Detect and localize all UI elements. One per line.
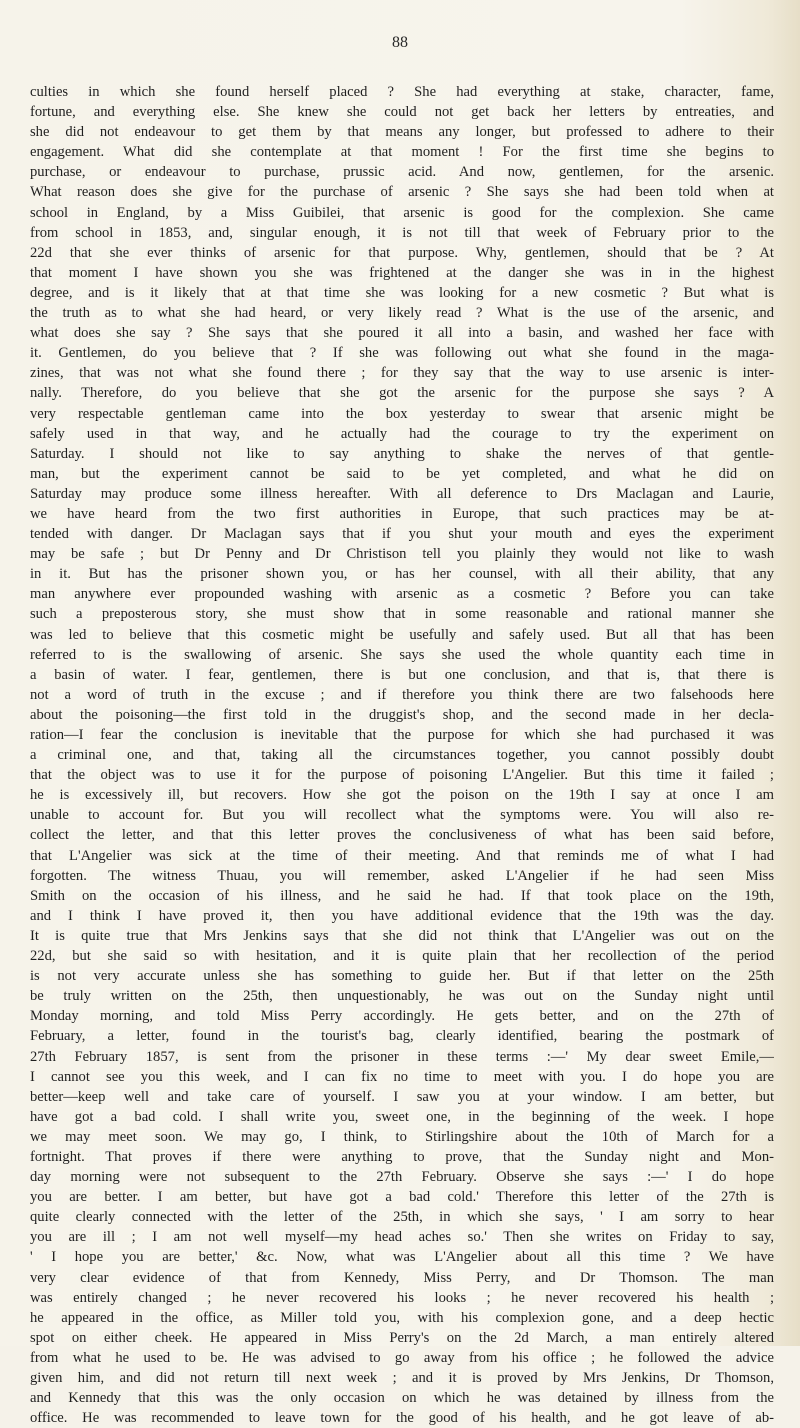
text-line: was led to believe that this cosmetic might be usefully and safely used. But all that has been (30, 626, 774, 643)
text-line: What reason does she give for the purchase of arsenic ? She says she had been told when at (30, 184, 774, 201)
text-line: referred to is the swallowing of arsenic. She says she used the whole quantity each time in (30, 646, 774, 663)
text-line: was entirely changed ; he never recovered his looks ; he never recovered his health ; (30, 1289, 774, 1306)
page-number: 88 (392, 34, 408, 51)
text-line: have got a bad cold. I shall write you, sweet one, in the beginning of the week. I hope (30, 1108, 774, 1125)
text-line: that L'Angelier was sick at the time of their meeting. And that reminds me of what I had (30, 847, 774, 864)
text-line: not a word of truth in the excuse ; and if therefore you think there are two falsehoods here (30, 686, 774, 703)
text-line: degree, and is it likely that at that time she was looking for a new cosmetic ? But what is (30, 284, 774, 301)
text-line: what does she say ? She says that she poured it all into a basin, and washed her face with (30, 325, 774, 342)
text-line: the truth as to what she had heard, or very likely read ? What is the use of the arsenic, and (30, 305, 774, 322)
text-line: man, but the experiment cannot be said to be yet completed, and what he did on (30, 465, 774, 482)
text-line: Saturday. I should not like to say anything to shake the nerves of that gentle- (30, 445, 774, 462)
text-line: Saturday may produce some illness hereafter. With all deference to Drs Maclagan and Laurie, (30, 485, 774, 502)
text-line: he appeared in the office, as Miller told you, with his complexion gone, and a deep hectic (30, 1309, 774, 1326)
text-line: tended with danger. Dr Maclagan says that if you shut your mouth and eyes the experiment (30, 526, 774, 543)
text-line: man anywhere ever propounded washing with arsenic as a cosmetic ? Before you can take (30, 586, 774, 603)
text-line: ' I hope you are better,' &c. Now, what was L'Angelier about all this time ? We have (30, 1249, 774, 1266)
text-line: quite clearly connected with the letter of the 25th, in which she says, ' I am sorry to hear (30, 1209, 774, 1226)
text-line: that moment I have shown you she was frightened at the danger she was in in the highest (30, 264, 774, 281)
text-line: it. Gentlemen, do you believe that ? If she was following out what she found in the maga- (30, 345, 774, 362)
text-line: unable to account for. But you will recollect what the symptoms were. You will also re- (30, 807, 774, 824)
text-line: forgotten. The witness Thuau, you will remember, asked L'Angelier if he had seen Miss (30, 867, 774, 884)
text-line: that the object was to use it for the purpose of poisoning L'Angelier. But this time it failed ; (30, 767, 774, 784)
text-line: Monday morning, and told Miss Perry accordingly. He gets better, and on the 27th of (30, 1008, 774, 1025)
text-line: a basin of water. I fear, gentlemen, there is but one conclusion, and that is, that there is (30, 666, 774, 683)
text-line: very respectable gentleman came into the box yesterday to swear that arsenic might be (30, 405, 774, 422)
text-line: day morning were not subsequent to the 27th February. Observe she says :—' I do hope (30, 1169, 774, 1186)
text-line: a criminal one, and that, taking all the circumstances together, you cannot possibly doubt (30, 747, 774, 764)
text-line: we may meet soon. We may go, I think, to Stirlingshire about the 10th of March for a (30, 1128, 774, 1145)
text-line: in it. But has the prisoner shown you, or has her counsel, with all their ability, that any (30, 566, 774, 583)
text-line: fortnight. That proves if there were anything to prove, that the Sunday night and Mon- (30, 1148, 774, 1165)
text-line: purchase, or endeavour to purchase, prussic acid. And now, gentlemen, for the arsenic. (30, 164, 774, 181)
text-line: 27th February 1857, is sent from the prisoner in these terms :—' My dear sweet Emile,— (30, 1048, 774, 1065)
text-line: better—keep well and take care of yourself. I saw you at your window. I am better, but (30, 1088, 774, 1105)
text-line: be truly written on the 25th, then unquestionably, he was out on the Sunday night until (30, 988, 774, 1005)
text-line: nally. Therefore, do you believe that she got the arsenic for the purpose she says ? A (30, 385, 774, 402)
text-line: from school in 1853, and, singular enough, it is not till that week of February prior to the (30, 224, 774, 241)
text-line: about the poisoning—the first told in the druggist's shop, and the second made in her decla- (30, 706, 774, 723)
text-line: very clear evidence of that from Kennedy, Miss Perry, and Dr Thomson. The man (30, 1269, 774, 1286)
text-line: you are better. I am better, but have got a bad cold.' Therefore this letter of the 27th is (30, 1189, 774, 1206)
text-line: safely used in that way, and he actually had the courage to try the experiment on (30, 425, 774, 442)
text-line: I cannot see you this week, and I can fix no time to meet with you. I do hope you are (30, 1068, 774, 1085)
text-line: spot on either cheek. He appeared in Miss Perry's on the 2d March, a man entirely altered (30, 1329, 774, 1346)
text-line: 22d, but she said so with hesitation, and it is quite plain that her recollection of the period (30, 948, 774, 965)
text-line: It is quite true that Mrs Jenkins says that she did not think that L'Angelier was out on the (30, 927, 774, 944)
text-line: she did not endeavour to get them by that means any longer, but professed to adhere to their (30, 124, 774, 141)
body-text (30, 82, 774, 1428)
text-line: culties in which she found herself placed ? She had everything at stake, character, fame, (30, 84, 774, 100)
text-line: collect the letter, and that this letter proves the conclusiveness of what has been said before, (30, 827, 774, 844)
text-line: and I think I have proved it, then you have additional evidence that the 19th was the day. (30, 907, 774, 924)
text-line: school in England, by a Miss Guibilei, that arsenic is good for the complexion. She came (30, 204, 774, 221)
text-line: Smith on the occasion of his illness, and he said he had. If that took place on the 19th, (30, 887, 774, 904)
text-line: we have heard from the two first authorities in Europe, that such practices may be at- (30, 505, 774, 522)
text-line: fortune, and everything else. She knew she could not get back her letters by entreaties, and (30, 104, 774, 121)
text-line: may be safe ; but Dr Penny and Dr Christison tell you plainly they would not like to wash (30, 546, 774, 563)
text-line: from what he used to be. He was advised to go away from his office ; he followed the advice (30, 1349, 774, 1366)
text-line: such a preposterous story, she must show that in some reasonable and rational manner she (30, 606, 774, 623)
text-line: office. He was recommended to leave town for the good of his health, and he got leave of ab- (30, 1410, 774, 1427)
text-line: and Kennedy that this was the only occasion on which he was detained by illness from the (30, 1390, 774, 1407)
text-line: he is excessively ill, but recovers. How she got the poison on the 19th I say at once I am (30, 787, 774, 804)
text-line: ration—I fear the conclusion is inevitable that the purpose for which she had purchased it was (30, 727, 774, 743)
text-line: is not very accurate unless she has something to guide her. But if that letter on the 25th (30, 968, 774, 985)
text-line: engagement. What did she contemplate at that moment ! For the first time she begins to (30, 144, 774, 161)
text-line: February, a letter, found in the tourist's bag, clearly identified, bearing the postmark of (30, 1028, 774, 1045)
text-line: zines, that was not what she found there ; for they say that the way to use arsenic is inter- (30, 365, 774, 382)
text-line: you are ill ; I am not well myself—my head aches so.' Then she writes on Friday to say, (30, 1229, 774, 1246)
text-line: given him, and did not return till next week ; and it is proved by Mrs Jenkins, Dr Thomson, (30, 1370, 774, 1386)
text-line: 22d that she ever thinks of arsenic for that purpose. Why, gentlemen, should that be ? At (30, 244, 774, 261)
